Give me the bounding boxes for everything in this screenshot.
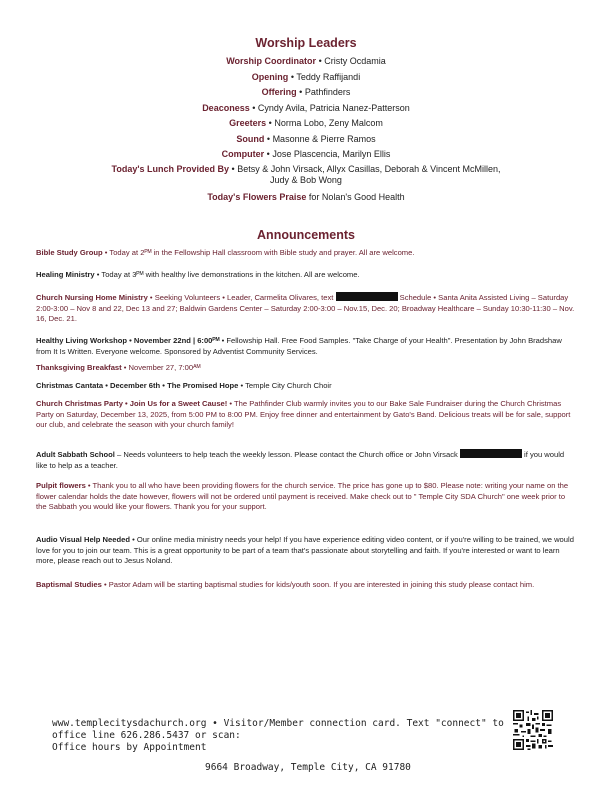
party-text: • The Pathfinder Club warmly invites you to our Bake Sale Fundraiser during the Church Christmas Party on Saturday, December 13, 2025, from 5:00 PM to 8:00 PM. Enjoy free dinner and entertainment by Gato's Band. Delicious treats will be for sale, support our club, and celebrate the season with your church family! <box>36 399 571 430</box>
worship-names: Pathfinders <box>304 87 351 97</box>
footer-line-1[interactable]: www.templecitysdachurch.org • Visitor/Member connection card. Text "connect" to <box>52 718 504 729</box>
bible-study-item <box>36 248 576 259</box>
separator: • <box>266 133 271 144</box>
worship-role: Computer <box>221 149 265 159</box>
separator: • <box>231 164 235 174</box>
healing-text: • Today at 3ᴾᴹ with healthy live demonstrations in the kitchen. All are welcome. <box>94 270 360 279</box>
worship-row <box>60 118 552 129</box>
separator: • <box>266 149 270 159</box>
flowers-row <box>60 192 552 203</box>
footer-line-3: Office hours by Appointment <box>52 742 207 753</box>
av-item <box>36 535 576 567</box>
healthy-text: • Fellowship Hall. Free Food Samples. "Take Charge of your Health". Presentation by John Bradshaw from It Is Written. Everyone welcome. Sponsored by Adventist Community Services. <box>36 336 562 356</box>
pulpit-heading: Pulpit flowers <box>36 481 86 490</box>
worship-leaders-title: Worship Leaders <box>255 36 357 50</box>
separator: • <box>290 71 294 82</box>
cantata-text: • Temple City Church Choir <box>238 381 332 390</box>
nursing-text-b: Schedule • Santa Anita Assisted Living – Saturday 2:00-3:00 – Nov 8 and 22, Dec 13 and 27; Baldwin Gardens Center – Saturday 2:00-3:00 – Nov.15, Dec. 20; Broadway Healthcare – Sunday 10:30-11:30 – Nov. 16, Dec. 21. <box>36 293 575 324</box>
footer-contact <box>52 718 507 754</box>
worship-row <box>60 103 552 114</box>
healing-item <box>36 270 576 281</box>
party-item <box>36 399 576 431</box>
worship-row <box>60 134 552 145</box>
healthy-heading: Healthy Living Workshop • November 22nd | 6:00ᴾᴹ <box>36 336 220 345</box>
lunch-role: Today's Lunch Provided By <box>111 164 230 174</box>
healing-heading: Healing Ministry <box>36 270 95 279</box>
sabbath-school-text-b: if you would like to help as a teacher. <box>36 450 565 470</box>
flowers-role: Today's Flowers Praise <box>207 192 307 202</box>
bible-study-heading: Bible Study Group <box>36 248 103 257</box>
flowers-text: for Nolan's Good Health <box>308 192 405 202</box>
sabbath-school-item <box>36 449 576 471</box>
pulpit-text: • Thank you to all who have been providing flowers for the church service. The price has gone up to $80. Please note: writing your name on the flower calendar holds the date however, flowers will not be ordered until payment is received. Make check out to " Temple City SDA Church" one week prior to the Sabbath you would like your flowers. Thank you for your support. <box>36 481 569 512</box>
worship-names: Cyndy Avila, Patricia Nanez-Patterson <box>257 102 410 113</box>
lunch-names-1: Betsy & John Virsack, Allyx Casillas, Deborah & Vincent McMillen, <box>237 164 501 174</box>
worship-role: Deaconess <box>202 102 250 113</box>
worship-names: Masonne & Pierre Ramos <box>272 133 376 144</box>
baptismal-heading: Baptismal Studies <box>36 580 102 589</box>
separator: • <box>299 87 303 97</box>
worship-role: Worship Coordinator <box>226 56 317 66</box>
worship-row <box>60 149 552 160</box>
cantata-heading: Christmas Cantata • December 6th • The Promised Hope <box>36 381 239 390</box>
thanksgiving-heading: Thanksgiving Breakfast <box>36 363 122 372</box>
pulpit-item <box>36 481 576 513</box>
worship-role: Opening <box>251 71 289 82</box>
separator: • <box>318 56 322 66</box>
worship-names: Teddy Raffijandi <box>296 71 361 82</box>
nursing-text-a: • Seeking Volunteers • Leader, Carmelita Olivares, text <box>147 293 334 302</box>
baptismal-text: • Pastor Adam will be starting baptismal studies for kids/youth soon. If you are interested in joining this study please contact him. <box>101 580 535 589</box>
lunch-names-2: Judy & Bob Wong <box>270 175 342 185</box>
separator: • <box>268 118 272 128</box>
qr-code-icon[interactable] <box>513 710 553 750</box>
sabbath-school-text-a: – Needs volunteers to help teach the weekly lesson. Please contact the Church office or John Virsack <box>114 450 458 459</box>
worship-names: Cristy Ocdamia <box>324 56 386 66</box>
redacted-phone <box>336 292 398 301</box>
bible-study-text: • Today at 2ᴾᴹ in the Fellowship Hall classroom with Bible study and prayer. All are welcome. <box>102 248 415 257</box>
nursing-heading: Church Nursing Home Ministry <box>36 293 148 302</box>
worship-role: Offering <box>261 87 297 97</box>
worship-names: Jose Plascencia, Marilyn Ellis <box>272 149 391 159</box>
worship-role: Greeters <box>229 118 267 128</box>
av-text: • Our online media ministry needs your help! If you have experience editing video content, or if you're willing to be trained, we would love for you to join our team. This is a great opportunity to be part of a team that's passionate about storytelling and faith. If you're interested or want to learn more, please reach out to Jesus Noland. <box>36 535 574 566</box>
worship-row <box>60 87 552 98</box>
lunch-row <box>60 164 552 186</box>
baptismal-item <box>36 580 576 591</box>
thanksgiving-text: • November 27, 7:00ᴬᴹ <box>121 363 201 372</box>
thanksgiving-item <box>36 363 576 374</box>
nursing-item <box>36 292 576 325</box>
redacted-phone <box>460 449 522 458</box>
worship-row <box>60 56 552 67</box>
footer-address: 9664 Broadway, Temple City, CA 91780 <box>205 762 411 773</box>
party-heading: Church Christmas Party • Join Us for a Sweet Cause! <box>36 399 228 408</box>
worship-names: Norma Lobo, Zeny Malcom <box>274 118 383 128</box>
worship-role: Sound <box>236 133 265 144</box>
cantata-item <box>36 381 576 392</box>
worship-row <box>60 72 552 83</box>
sabbath-school-heading: Adult Sabbath School <box>36 450 115 459</box>
footer-line-2: office line 626.286.5437 or scan: <box>52 730 241 741</box>
healthy-item <box>36 336 576 357</box>
separator: • <box>252 102 256 113</box>
announcements-title: Announcements <box>257 228 355 242</box>
av-heading: Audio Visual Help Needed <box>36 535 130 544</box>
